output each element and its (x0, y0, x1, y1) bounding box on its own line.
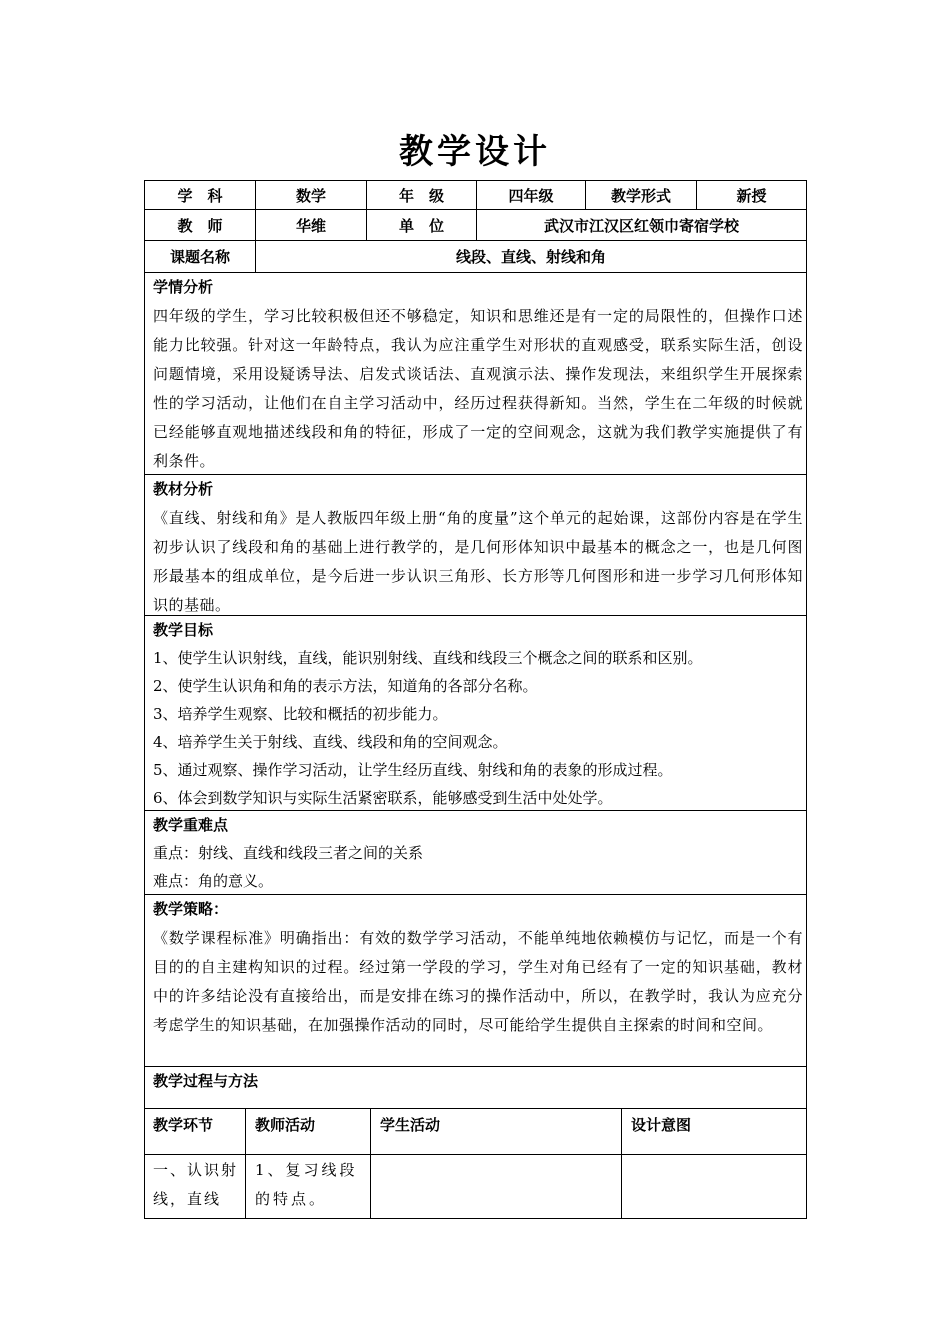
key-points-section (153, 814, 803, 895)
section-body: 《直线、射线和角》是人教版四年级上册“角的度量”这个单元的起始课，这部份内容是在学生初步认识了线段和角的基础上进行教学的，是几何形体知识中最基本的概念之一，也是几何图形最基本的组成单位，是今后进一步认识三角形、长方形等几何图形和进一步学习几何形体知识的基础。 (153, 509, 803, 614)
key-point-item: 重点：射线、直线和线段三者之间的关系 (153, 844, 424, 862)
material-analysis-section (153, 478, 803, 620)
col-divider (621, 1108, 622, 1219)
goal-item: 6、体会到数学知识与实际生活紧密联系，能够感受到生活中处处学。 (153, 789, 613, 807)
section-body: 四年级的学生，学习比较积极但还不够稳定，知识和思维还是有一定的局限性的，但操作口述能力比较强。针对这一年龄特点，我认为应注重学生对形状的直观感受，联系实际生活，创设问题情境，采用设疑诱导法、启发式谈话法、直观演示法、操作发现法，来组织学生开展探索性的学习活动，让他们在自主学习活动中，经历过程获得新知。当然，学生在二年级的时候就已经能够直观地描述线段和角的特征，形成了一定的空间观念，这就为我们教学实施提供了有利条件。 (153, 307, 803, 470)
row-divider (144, 1108, 807, 1109)
process-stage-cell: 一、认识射线，直线 (153, 1161, 239, 1208)
section-heading: 教学目标 (153, 621, 214, 639)
teacher-label: 教 师 (177, 216, 223, 235)
process-heading: 教学过程与方法 (153, 1072, 259, 1090)
teaching-strategy-section (153, 898, 803, 1040)
teaching-goals-section (153, 619, 803, 812)
process-col-header: 教学环节 (153, 1116, 214, 1134)
row-divider (144, 1154, 807, 1155)
section-body: 《数学课程标准》明确指出：有效的数学学习活动，不能单纯地依赖模仿与记忆，而是一个有目的的自主建构知识的过程。经过第一学段的学习，学生对角已经有了一定的知识基础，教材中的许多结论没有直接给出，而是安排在练习的操作活动中，所以，在教学时，我认为应充分考虑学生的知识基础，在加强操作活动的同时，尽可能给学生提供自主探索的时间和空间。 (153, 929, 803, 1034)
difficulty-item: 难点：角的意义。 (153, 872, 274, 890)
goal-item: 2、使学生认识角和角的表示方法，知道角的各部分名称。 (153, 677, 538, 695)
teacher-value: 华维 (295, 216, 326, 235)
process-col-header: 学生活动 (380, 1116, 441, 1134)
goal-item: 4、培养学生关于射线、直线、线段和角的空间观念。 (153, 733, 508, 751)
grade-value: 四年级 (508, 186, 554, 205)
form-value: 新授 (736, 186, 767, 205)
goal-item: 1、使学生认识射线，直线，能识别射线、直线和线段三个概念之间的联系和区别。 (153, 649, 703, 667)
process-col-header: 教师活动 (255, 1116, 316, 1134)
goal-item: 3、培养学生观察、比较和概括的初步能力。 (153, 705, 448, 723)
form-label: 教学形式 (610, 186, 671, 205)
subject-value: 数学 (295, 186, 326, 205)
goal-item: 5、通过观察、操作学习活动，让学生经历直线、射线和角的表象的形成过程。 (153, 761, 673, 779)
teacher-activity-cell: 1、复习线段的特点。 (255, 1161, 358, 1208)
topic-value: 线段、直线、射线和角 (455, 248, 606, 266)
page-title: 教学设计 (399, 132, 551, 172)
learner-analysis-section (153, 276, 803, 476)
topic-label: 课题名称 (169, 248, 230, 266)
section-heading: 教材分析 (153, 480, 214, 498)
unit-label: 单 位 (398, 216, 444, 235)
col-divider (370, 1108, 371, 1219)
process-col-header: 设计意图 (631, 1116, 692, 1134)
section-heading: 学情分析 (153, 278, 214, 296)
unit-value: 武汉市江汉区红领巾寄宿学校 (543, 216, 739, 235)
subject-label: 学 科 (177, 186, 223, 205)
row-divider (144, 272, 807, 273)
row-divider (144, 1066, 807, 1067)
section-heading: 教学策略： (153, 900, 229, 918)
grade-label: 年 级 (398, 186, 444, 205)
section-heading: 教学重难点 (153, 816, 229, 834)
col-divider (245, 1108, 246, 1219)
